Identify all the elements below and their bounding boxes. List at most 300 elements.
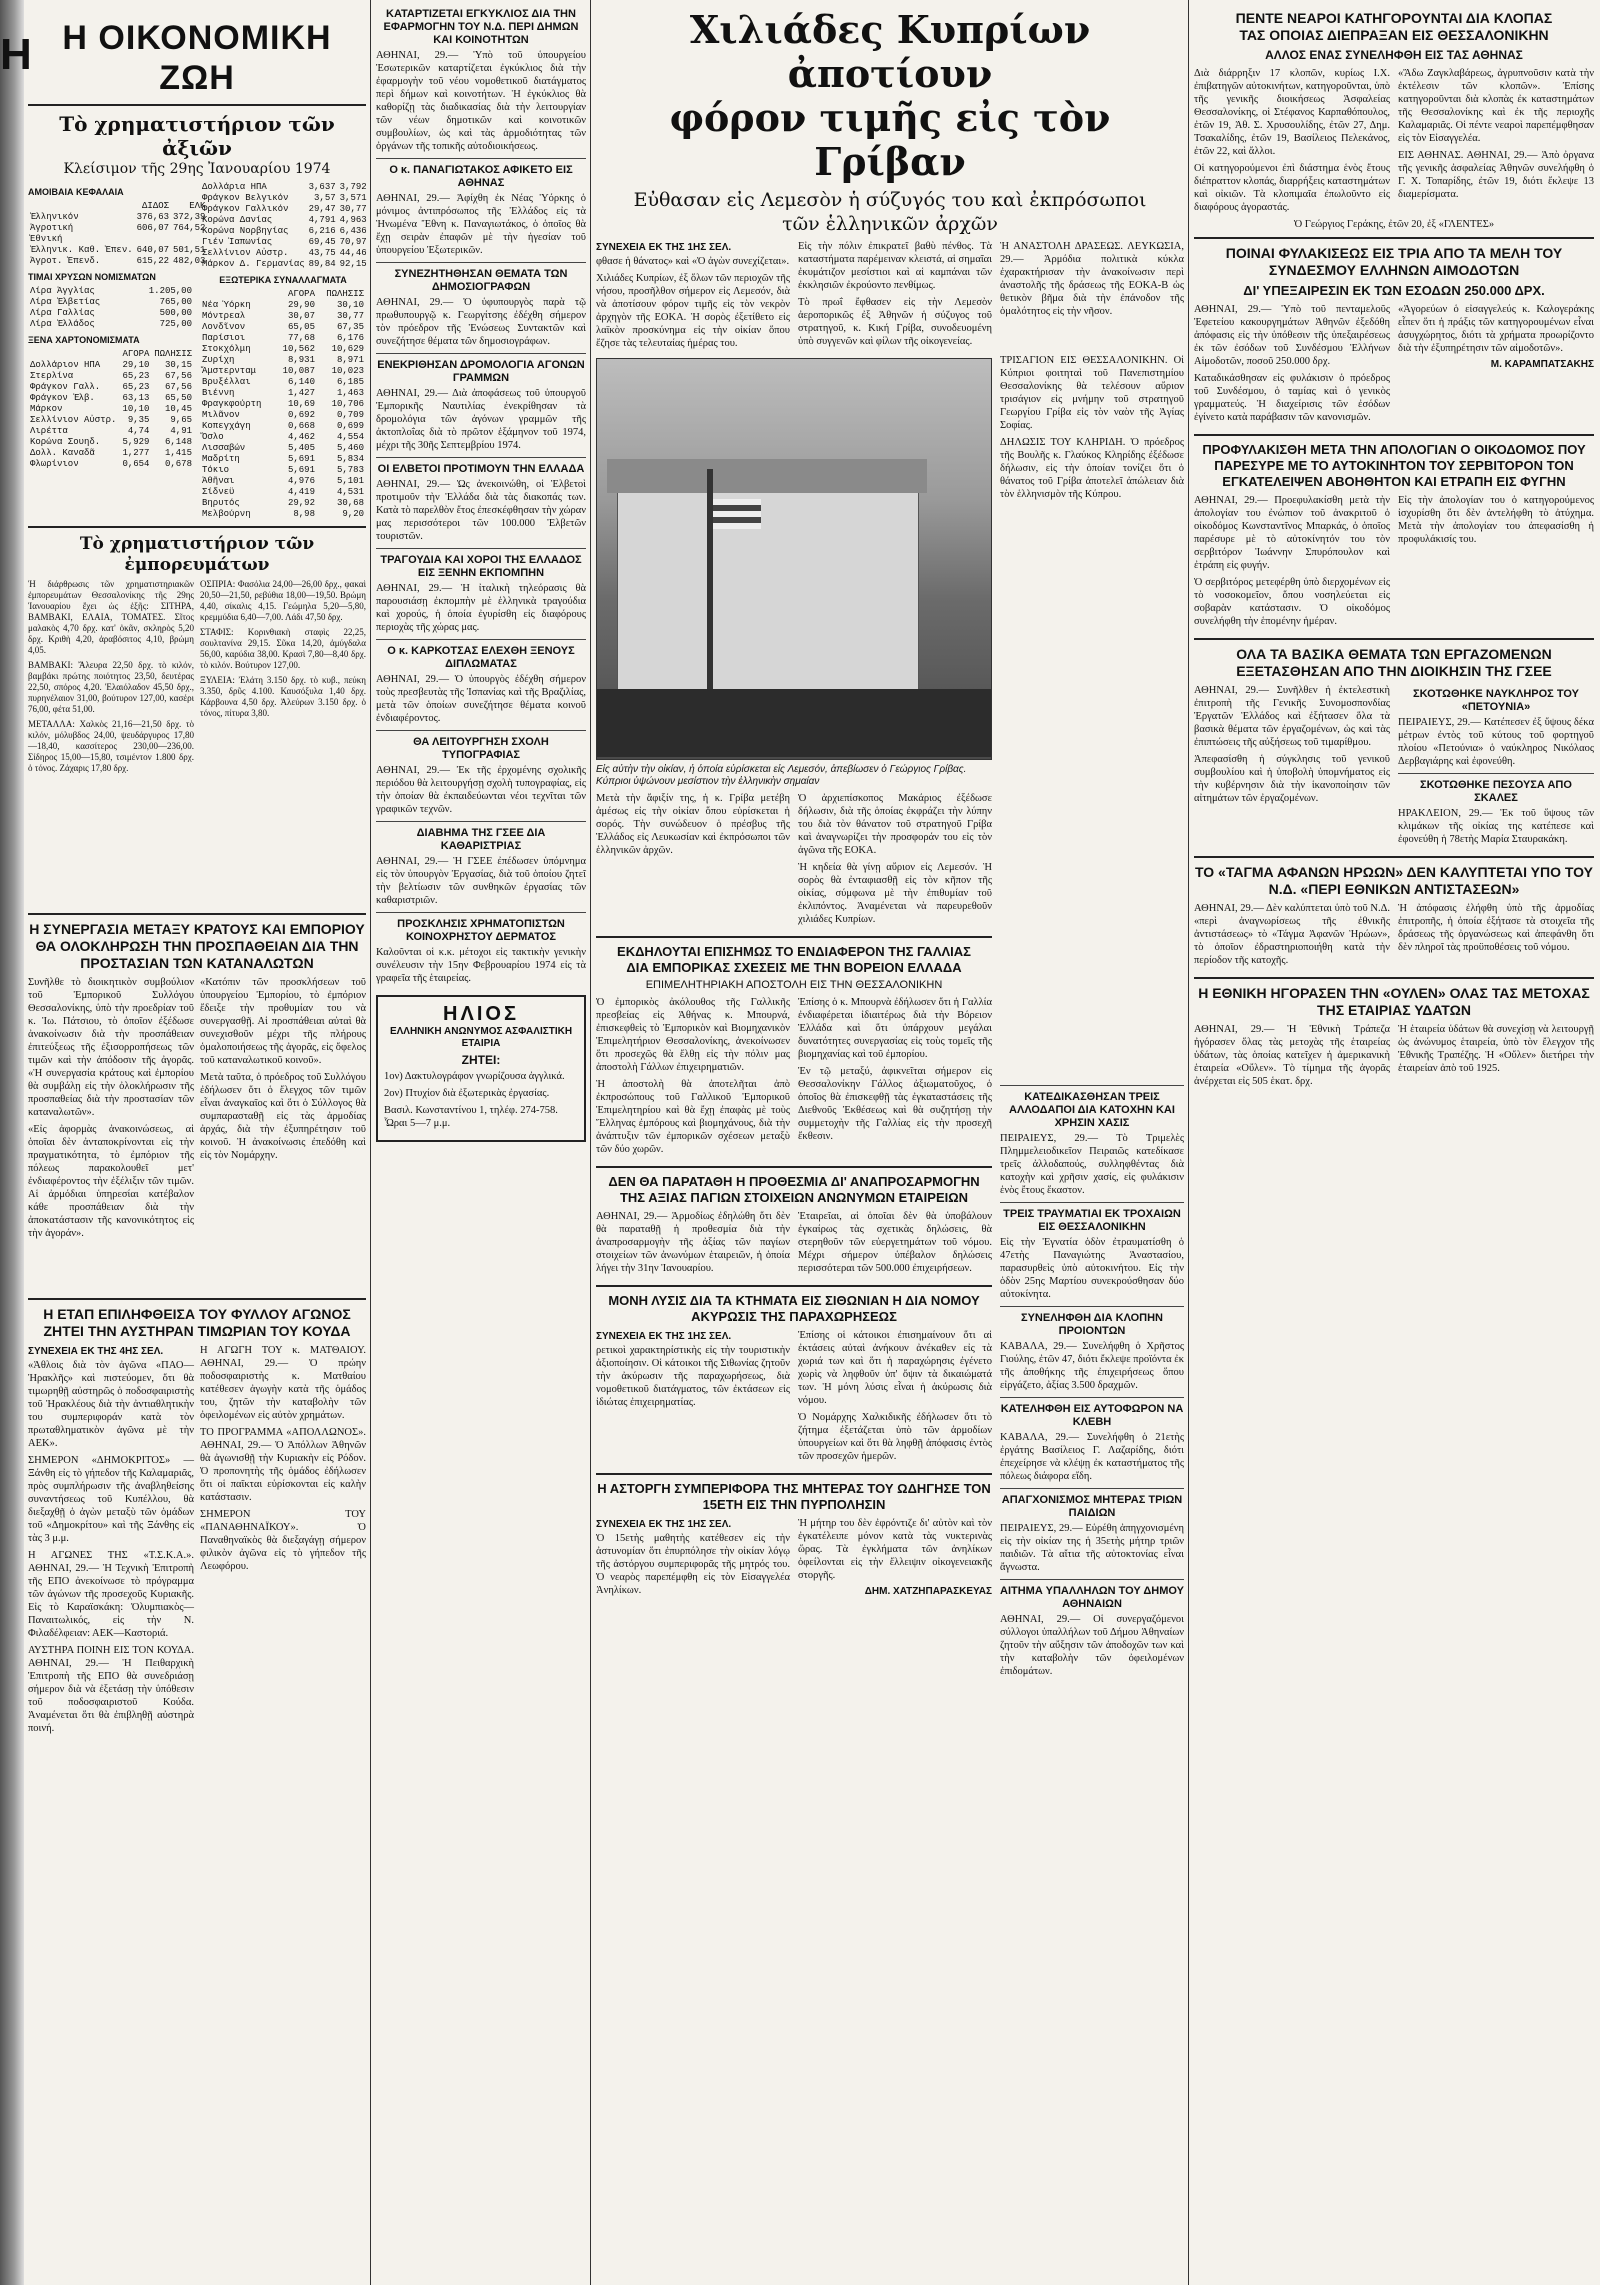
brief-headline: ΚΑΤΕΔΙΚΑΣΘΗΣΑΝ ΤΡΕΙΣ ΑΛΛΟΔΑΠΟΙ ΔΙΑ ΚΑΤΟΧΗΝ ΚΑΙ ΧΡΗΣΙΝ ΧΑΣΙΣ [1009,1091,1175,1129]
table-value-cell: 67,35 [336,322,364,332]
france-headline-2: ΔΙΑ ΕΜΠΟΡΙΚΑΣ ΣΧΕΣΕΙΣ ΜΕ ΤΗΝ ΒΟΡΕΙΟΝ ΕΛΛΑΔΑ [626,960,962,975]
table-label-cell: Δολλάριον ΗΠΑ [30,360,101,370]
brief-headline: ΟΙ ΕΛΒΕΤΟΙ ΠΡΟΤΙΜΟΥΝ ΤΗΝ ΕΛΛΑΔΑ [377,463,585,475]
thieves-text: ΕΙΣ ΑΘΗΝΑΣ. ΑΘΗΝΑΙ, 29.— Ἀπὸ ὀργανα τῆς γενικῆς ἀσφαλείας Ἀθηνῶν συνελήφθη ὁ Γ. Χ. Τοπαρίδης, ἐτῶν 19, διότι ἔκλεψε 13 διαμερίσματα. [1398,150,1594,200]
funeral-house-photo [596,358,992,760]
table-row [200,355,366,366]
prison-text: «Ἀγορεύων ὁ εἰσαγγελεύς κ. Καλογεράκης εἶπεν ὅτι ἡ πράξις τῶν κατηγορουμένων εἶναι ἀσυγχώρητος, διότι τὰ χρήματα προωρίζοντο διὰ τὴν ἐξυπηρέτησιν τῶν αἱμοδοτῶν». [1398,304,1594,354]
table-value-cell: 8,971 [336,355,364,365]
france-subhead: ΕΠΙΜΕΛΗΤΗΡΙΑΚΗ ΑΠΟΣΤΟΛΗ ΕΙΣ ΤΗΝ ΘΕΣΣΑΛΟΝΙΚΗΝ [645,979,943,991]
table-value-cell: 6,140 [287,377,315,387]
table-value-cell: 29,10 [122,360,150,370]
table-label-cell: Μάρκον Δ. Γερμανίας [202,259,305,269]
brief-headline: ΑΙΤΗΜΑ ΥΠΑΛΛΗΛΩΝ ΤΟΥ ΔΗΜΟΥ ΑΘΗΝΑΙΩΝ [1000,1585,1184,1610]
table-value-cell: 1.205,00 [148,286,192,296]
table-value-cell: 3,637 [308,182,336,192]
bonds-table [28,201,207,267]
table-label-cell: Μελβούρνη [202,509,251,519]
table-value-cell: 10,629 [331,344,364,354]
cooperation-text: Μετὰ ταῦτα, ὁ πρόεδρος τοῦ Συλλόγου ἐδήλωσεν ὅτι ὁ ἔλεγχος τῶν τιμῶν εἶναι ἀναγκαῖος καὶ ὅτι ὁ Σύλλογος θὰ συμπαρασταθῇ εἰς τὰς ἀρμοδίας ἀρχάς, διὰ τὴν ἐξυπηρέτησιν τοῦ κοινοῦ. Ἡ ἀνακοίνωσις ἐπεδόθη καὶ εἰς τὸν Νομάρχην. [200,1072,366,1161]
table-label-cell: Στερλίνα [30,371,74,381]
table-value-cell: 44,46 [339,248,367,258]
table-value-cell: 0,709 [336,410,364,420]
mother-text: Ἡ μήτηρ του δὲν ἐφρόντιζε δι' αὐτὸν καὶ τὸν ἐγκατέλειπε μόνον κατὰ τὰς νυκτερινὰς ὥρας. Τὰ ἐγκλήματα τῶν ἀνηλίκων ὀφείλονται εἰς τὴν ἔλλειψιν οἰκογενειακῆς στοργῆς. [798,1518,992,1581]
table-row [200,487,366,498]
table-label-cell: Μαδρίτη [202,454,240,464]
water-text: ΑΘΗΝΑΙ, 29.— Ἡ Ἐθνικὴ Τράπεζα ἠγόρασεν ὅλας τὰς μετοχὰς τῆς ἑταιρείας ὑδάτων, τὰς ὁποίας κατεῖχεν ἡ ἀμερικανικὴ ἑταιρεία «Οὔλεν». Τὸ τίμημα τῆς ἀγορᾶς ἀνέρχεται εἰς 505 ἑκατ. δρχ. [1194,1024,1390,1087]
table-row [200,410,366,421]
brief-headline: ΚΑΤΑΡΤΙΖΕΤΑΙ ΕΓΚΥΚΛΙΟΣ ΔΙΑ ΤΗΝ ΕΦΑΡΜΟΓΗΝ ΤΟΥ Ν.Δ. ΠΕΡΙ ΔΗΜΩΝ ΚΑΙ ΚΟΙΝΟΤΗΤΩΝ [383,8,579,46]
gsee-text: Ἀπεφασίσθη ἡ σύγκλησις τοῦ γενικοῦ συμβουλίου καὶ ἡ ὑποβολὴ ὑπομνήματος εἰς τὴν κυβέρνησιν διὰ τὴν ἱκανοποίησιν τῶν αἰτημάτων τῶν ἐργαζομένων. [1194,754,1390,804]
table-row [28,245,207,256]
tagma-text: Ἡ ἀπόφασις ἐλήφθη ὑπὸ τῆς ἀρμοδίας ἐπιτροπῆς, ἡ ὁποία ἐξήτασε τὰ στοιχεῖα τῆς δράσεως τῆς ὀργανώσεως καὶ ἀπεφάνθη ὅτι δὲν πληροῖ τὰς προϋποθέσεις τοῦ νόμου. [1398,903,1594,953]
table-value-cell: 764,52 [173,223,206,233]
table-value-cell: 89,84 [308,259,336,269]
table-value-cell: 65,23 [122,382,150,392]
extension-text: Ἑταιρεῖαι, αἱ ὁποῖαι δὲν θὰ ὑποβάλουν ἐγκαίρως τὰς σχετικὰς δηλώσεις, θὰ στερηθοῦν τῶν εὐεργετημάτων τοῦ νόμου. Μέχρι σήμερον ὑπέβαλον δηλώσεις περισσότεραι τῶν 500.000 ἐπιχειρήσεων. [798,1211,992,1274]
table-value-cell: 30,10 [336,300,364,310]
etap-text: ΑΥΣΤΗΡΑ ΠΟΙΝΗ ΕΙΣ ΤΟΝ ΚΟΥΔΑ. ΑΘΗΝΑΙ, 29.— Ἡ Πειθαρχικὴ Ἐπιτροπὴ τῆς ΕΠΟ θὰ συνεδριάσῃ σήμερον διὰ νὰ ἐξετάσῃ τὴν ὑπόθεσιν τοῦ ποδοσφαιριστοῦ Κούδα. Ἀναμένεται ὅτι θὰ ἐπιβληθῇ αὐστηρὰ ποινή. [28,1645,194,1734]
brief-headline: ΔΙΑΒΗΜΑ ΤΗΣ ΓΣΕΕ ΔΙΑ ΚΑΘΑΡΙΣΤΡΙΑΣ [416,827,546,852]
brief-headline: ΑΠΑΓΧΟΝΙΣΜΟΣ ΜΗΤΕΡΑΣ ΤΡΙΩΝ ΠΑΙΔΙΩΝ [1001,1494,1183,1519]
stairs-text: ΗΡΑΚΛΕΙΟΝ, 29.— Ἐκ τοῦ ὕψους τῶν κλιμάκων τῆς οἰκίας της κατέπεσε καὶ ἐφονεύθη ἡ 78ετὴς Μαρία Σταυρακάκη. [1398,808,1594,845]
france-text: Ἐν τῷ μεταξύ, ἀφικνεῖται σήμερον εἰς Θεσσαλονίκην Γάλλος ἀξιωματοῦχος, ὁ ὁποῖος θὰ ἐπισκεφθῇ τὰς ἐγκαταστάσεις τῆς Διεθνοῦς Ἐκθέσεως καὶ θὰ συζητήσῃ τὴν συμμετοχὴν τῆς Γαλλίας εἰς τὴν προσεχῆ ἔκθεσιν. [798,1066,992,1142]
table-row [200,443,366,454]
extension-headline: ΔΕΝ ΘΑ ΠΑΡΑΤΑΘΗ Η ΠΡΟΘΕΣΜΙΑ ΔΙ' ΑΝΑΠΡΟΣΑΡΜΟΓΗΝ ΤΗΣ ΑΞΙΑΣ ΠΑΓΙΩΝ ΣΤΟΙΧΕΙΩΝ ΑΝΩΝΥΜΩΝ ΕΤΑΙΡΕΙΩΝ [608,1174,980,1205]
table-value-cell: 765,00 [159,297,192,307]
table-label-cell: Ἑλληνικόν [30,212,79,222]
sithonia-text: Ἐπίσης οἱ κάτοικοι ἐπισημαίνουν ὅτι αἱ ἐκτάσεις αὐταὶ ἀνήκουν ἀνέκαθεν εἰς τὰ χωριά των καὶ ὅτι ἡ παραχώρησις ἐγένετο χωρὶς νὰ ληφθοῦν ὑπ' ὄψιν τὰ δικαιώματά των. Ἡ μόνη λύσις εἶναι ἡ ἀκύρωσις διὰ νόμου. [798,1330,992,1406]
brief-text: ΑΘΗΝΑΙ, 29.— Ὡς ἀνεκοινώθη, οἱ Ἑλβετοὶ προτιμοῦν τὴν Ἑλλάδα διὰ τὰς διακοπάς των. Κατὰ τὸ παρελθὸν ἔτος ἐπεσκέφθησαν τὴν χώραν μας περισσότεροι τῶν 100.000 Ἑλβετῶν τουριστῶν. [376,479,586,542]
table-value-cell: ΕΛΚ [189,201,206,211]
table-row [200,226,369,237]
table-label-cell: Φράγκον Γαλλ. [30,382,101,392]
table-value-cell: 30,77 [339,204,367,214]
table-value-cell: 3,571 [339,193,367,203]
table-value-cell: ΠΩΛΗΣΙΣ [154,349,192,359]
table-value-cell: 4,74 [127,426,150,436]
cyprus-text: Μετὰ τὴν ἄφιξίν της, ἡ κ. Γρίβα μετέβη ἀμέσως εἰς τὴν οἰκίαν ὅπου εὑρίσκεται ἡ σορός. Τὴν συνώδευον ὁ πρέσβυς τῆς Ἑλλάδος εἰς Λευκωσίαν καὶ ἐκπρόσωποι τῶν ἑλληνικῶν ἀρχῶν. [596,793,790,856]
brief-text: ΑΘΗΝΑΙ, 29.— Ἀφίχθη ἐκ Νέας Ὑόρκης ὁ μόνιμος ἀντιπρόσωπος τῆς Ἑλλάδος εἰς τὰ Ἡνωμένα Ἔθνη κ. Παναγιωτάκος, ὁ ὁποῖος θὰ ἔχῃ σειρὰν ἐπαφῶν μὲ τὴν ἡγεσίαν τοῦ ὑπουργείου Ἐξωτερικῶν. [376,193,586,256]
table-row [200,388,366,399]
table-value-cell: 63,13 [122,393,150,403]
brief-headline: Ο κ. ΚΑΡΚΟΤΣΑΣ ΕΛΕΧΘΗ ΞΕΝΟΥΣ ΔΙΠΛΩΜΑΤΑΣ [387,645,575,670]
table-label-cell [28,201,135,212]
table-value-cell: 4,531 [336,487,364,497]
table-value-cell: 30,15 [164,360,192,370]
notice-text: Καλοῦνται οἱ κ.κ. μέτοχοι εἰς τακτικὴν γενικὴν συνέλευσιν τὴν 15ην Φεβρουαρίου 1974 εἰς τὰ γραφεῖα τῆς ἑταιρείας. [376,947,586,984]
table-value-cell: 0,692 [287,410,315,420]
table-value-cell: ΠΩΛΗΣΙΣ [326,289,364,299]
table-header-row [28,201,207,212]
table-row [28,319,194,330]
brief-text: ΠΕΙΡΑΙΕΥΣ, 29.— Τὸ Τριμελὲς Πλημμελειοδικεῖον Πειραιῶς κατεδίκασε τρεῖς ἀλλοδαπούς, συλληφθέντας διὰ κατοχὴν καὶ χρῆσιν χασίς, εἰς φυλάκισιν ἑνὸς ἔτους ἕκαστον. [1000,1133,1184,1196]
table-label-cell: Γιέν Ἰαπωνίας [202,237,273,247]
table-label-cell: Λίρα Ἑλβετίας [30,297,101,307]
thieves-subhead: ΑΛΛΟΣ ΕΝΑΣ ΣΥΝΕΛΗΦΘΗ ΕΙΣ ΤΑΣ ΑΘΗΝΑΣ [1265,48,1523,62]
table-value-cell: 3,57 [314,193,336,203]
table-row [28,297,194,308]
table-row [200,248,369,259]
brief-text: ΚΑΒΑΛΑ, 29.— Συνελήφθη ὁ Χρῆστος Γιούλης, ἐτῶν 47, διότι ἔκλεψε προϊόντα ἐκ τῆς ἀποθήκης τῆς ἐπιχειρήσεως ὅπου εἰργάζετο, ἀξίας 3.500 δραχμῶν. [1000,1341,1184,1391]
table-value-cell: 615,22 [136,256,170,266]
table-value-cell: 9,35 [127,415,150,425]
table-label-cell: Ἄμστερνταμ [202,366,257,376]
prison-text: ΑΘΗΝΑΙ, 29.— Ὑπὸ τοῦ πενταμελοῦς Ἐφετείου κακουργημάτων Ἀθηνῶν ἐξεδόθη ἀπόφασις εἰς τὴν ὑπόθεσιν τῆς ὑπεξαιρέσεως ἐκ τῶν ἐσόδων τοῦ Συνδέσμου Ἑλλήνων Αἱμοδοτῶν, ποσοῦ 250.000 δρχ. [1194,304,1390,367]
table-label-cell: Κορώνα Δανίας [202,215,273,225]
table-value-cell: 8,98 [293,509,315,519]
cooperation-text: «Εἰς ἀφορμὰς ἀνακοινώσεως, αἱ ὁποῖαι δὲν ἀνταποκρίνονται εἰς τὴν πραγματικότητα, τὸ ἐμπόριον τῆς πόλεως παρακολουθεῖ μετ' ἐνδιαφέροντος τὴν ἐξέλιξιν τῶν τιμῶν. Αἱ ἀρμόδιαι ὑπηρεσίαι κατέβαλον κάθε προσπάθειαν διὰ τὴν ἀποκατάστασιν τῆς κανονικότητος εἰς τὴν ἀγοράν». [28,1124,194,1239]
table-label-cell: Κοπεγχάγη [202,421,251,431]
cyprus-text: Τὸ πρωΐ ἔφθασεν εἰς τὴν Λεμεσὸν ἀεροπορικῶς ἐξ Ἀθηνῶν ἡ σύζυγος τοῦ στρατηγοῦ, κ. Κική Γρίβα, συνοδευομένη ὑπὸ συγγενῶν καὶ φίλων τῆς οἰκογενείας. [798,297,992,347]
table-value-cell: 5,405 [287,443,315,453]
table-label-cell: Λονδῖνον [202,322,246,332]
table-label-cell: Στοκχόλμη [202,344,251,354]
table-value-cell: 65,23 [122,371,150,381]
table-label-cell: Κορώνα Νορβηγίας [202,226,289,236]
cooperation-text: «Κατόπιν τῶν προσκλήσεων τοῦ ὑπουργείου Ἐμπορίου, τὸ ἐμπόριον ἔδειξε τὴν προθυμίαν του νὰ συνεργασθῇ. Αἱ προσπάθειαι αὐταὶ θὰ συνεχισθοῦν μέχρι τῆς πλήρους ὁμαλοποιήσεως τῆς ἀγορᾶς, εἰς ὄφελος τοῦ καταναλωτικοῦ κοινοῦ». [200,977,366,1066]
table-value-cell: 9,20 [342,509,364,519]
table-value-cell: 10,45 [164,404,192,414]
ad-title: ΗΛΙΟΣ [443,1003,519,1025]
thieves-text: Οἱ κατηγορούμενοι ἐπὶ διάστημα ἑνὸς ἔτους διέπραττον κλοπάς, διαρρήξεις καταστημάτων καὶ οἰκιῶν. Τὰ κλοπιμαῖα ἐπωλοῦντο εἰς διαφόρους ἀγοραστάς. [1194,163,1390,213]
table-label-cell: Σελλίνιον Αὐστρ. [30,415,117,425]
table-value-cell: 640,07 [136,245,170,255]
table-row [28,223,207,234]
table-value-cell: 10,69 [287,399,315,409]
cyprus-headline-2: φόρον τιμῆς εἰς τὸν Γρίβαν [669,95,1111,184]
brief-text: ΑΘΗΝΑΙ, 29.— Ὁ ὑφυπουργὸς παρὰ τῷ πρωθυπουργῷ κ. Γεωργίτσης ἐδέχθη σήμερον τὸν πρόεδρον τῆς Ἑνώσεως Συντακτῶν καὶ συνεζήτησε θέματα τῶν δημοσιογράφων. [376,297,586,347]
france-text: Ἡ ἀποστολὴ θὰ ἀποτελῆται ἀπὸ ἐκπροσώπους τοῦ Γαλλικοῦ Ἐμπορικοῦ Ἐπιμελητηρίου καὶ θὰ ἔχῃ ἐπαφὰς μὲ τοὺς Ἕλληνας ἐμπόρους καὶ βιομηχάνους, διὰ τὴν ἀνάπτυξιν τῶν ἐμπορικῶν σχέσεων μεταξὺ τῶν δύο χωρῶν. [596,1079,790,1155]
table-value-cell: 10,562 [282,344,315,354]
table-value-cell: 30,68 [336,498,364,508]
table-value-cell: 1,427 [287,388,315,398]
table-row [28,459,194,470]
table-row [28,415,194,426]
table-value-cell: 6,185 [336,377,364,387]
cyprus-text: Εἰς τὴν πόλιν ἐπικρατεῖ βαθὺ πένθος. Τὰ καταστήματα παρέμειναν κλειστά, αἱ σημαῖαι ἐκυμάτιζον μεσίστιοι καὶ αἱ καμπάναι τῶν ἐκκλησιῶν ἐκρούοντο πενθίμως. [798,241,992,291]
sithonia-headline: ΜΟΝΗ ΛΥΣΙΣ ΔΙΑ ΤΑ ΚΤΗΜΑΤΑ ΕΙΣ ΣΙΘΩΝΙΑΝ Η ΔΙΑ ΝΟΜΟΥ ΑΚΥΡΩΣΙΣ ΤΗΣ ΠΑΡΑΧΩΡΗΣΕΩΣ [608,1293,980,1324]
ad-box [376,995,586,1142]
table-row [28,448,194,459]
brief-text: ΚΑΒΑΛΑ, 29.— Συνελήφθη ὁ 21ετὴς ἐργάτης Βασίλειος Γ. Λαζαρίδης, διότι ἐπεχείρησε νὰ κλέψῃ ἐκ καταστήματος τῆς πόλεως διάφορα εἴδη. [1000,1432,1184,1482]
brief-text: ΑΘΗΝΑΙ, 29.— Διὰ ἀποφάσεως τοῦ ὑπουργοῦ Ἐμπορικῆς Ναυτιλίας ἐνεκρίθησαν τὰ δρομολόγια τῶν ἀγόνων γραμμῶν τῆς ἀκτοπλοΐας διὰ τὸ πρῶτον ἑξάμηνον τοῦ 1974, μέχρι τῆς 30ῆς Σεπτεμβρίου 1974. [376,388,586,451]
table-label-cell: Φραγκφούρτη [202,399,262,409]
table-label-cell: Ζυρίχη [202,355,235,365]
table-value-cell: ΑΓΟΡΑ [287,289,315,299]
table-row [200,182,369,193]
table-value-cell: 77,68 [287,333,315,343]
table-row [28,308,194,319]
cyprus-subhead: Εὐθασαν εἰς Λεμεσὸν ἡ σύζυγός του καὶ ἐκπρόσωποι τῶν ἑλληνικῶν ἀρχῶν [633,189,1147,235]
ad-line: Βασιλ. Κωνσταντίνου 1, τηλέφ. 274-758. Ὧραι 5—7 μ.μ. [384,1105,558,1129]
table-row [28,212,207,223]
table-value-cell: 5,691 [287,454,315,464]
table-row [200,322,366,333]
table-label-cell: Ἀθῆναι [202,476,235,486]
ext-title: ΕΞΩΤΕΡΙΚΑ ΣΥΝΑΛΛΑΓΜΑΤΑ [219,275,347,285]
tagma-text: ΑΘΗΝΑΙ, 29.— Δὲν καλύπτεται ὑπὸ τοῦ Ν.Δ. «περὶ ἀναγνωρίσεως τῆς ἐθνικῆς ἀντιστάσεως» τὸ «Τάγμα Ἀφανῶν Ἡρώων», τὸ ὁποῖον ἐδραστηριοποιήθη κατὰ τὴν περίοδον τῆς κατοχῆς. [1194,903,1390,966]
table-label-cell: Τόκιο [202,465,230,475]
table-value-cell: 6,148 [164,437,192,447]
flag-cloth [713,499,761,529]
table-label-cell: Κορώνα Σουηδ. [30,437,101,447]
table-label-cell: Παρίσιοι [202,333,246,343]
economy-masthead: Η ΟΙΚΟΝΟΜΙΚΗ ΖΩΗ [62,19,332,97]
table-value-cell [135,234,171,245]
tagma-headline: ΤΟ «ΤΑΓΜΑ ΑΦΑΝΩΝ ΗΡΩΩΝ» ΔΕΝ ΚΑΛΥΠΤΕΤΑΙ ΥΠΟ ΤΟΥ Ν.Δ. «ΠΕΡΙ ΕΘΝΙΚΩΝ ΑΝΤΙΣΤΑΣΕΩΝ» [1194,864,1594,897]
ext-table [200,289,366,520]
table-value-cell: 0,668 [287,421,315,431]
custody-text: ΑΘΗΝΑΙ, 29.— Προεφυλακίσθη μετὰ τὴν ἀπολογίαν του ἐνώπιον τοῦ ἀνακριτοῦ ὁ οἰκοδόμος Κωνσταντῖνος Μπαρκάς, ὁ ὁποῖος παρέσυρε μὲ τὸ αὐτοκίνητόν του τὸν σερβιτόρον Ἰωάννην Σπυρόπουλον καὶ ἐτράπη εἰς φυγήν. [1194,495,1390,571]
table-row [200,498,366,509]
thieves-headline-2: ΤΑΣ ΟΠΟΙΑΣ ΔΙΕΠΡΑΞΑΝ ΕΙΣ ΘΕΣΣΑΛΟΝΙΚΗΝ [1239,27,1549,43]
commodities-text: ΟΣΠΡΙΑ: Φασόλια 24,00—26,00 δρχ., φακαὶ 20,50—21,50, ρεβύθια 18,00—19,50. Βρώμη 4,40, σίκαλις 4,15. Γεώμηλα 5,20—5,80, κρεμμύδια 6,40—7,00. Λάδι 47,50 δρχ. [200,579,366,622]
table-label-cell: Μιλᾶνον [202,410,240,420]
table-row [200,300,366,311]
mother-byline: ΔΗΜ. ΧΑΤΖΗΠΑΡΑΣΚΕΥΑΣ [864,1586,992,1597]
table-label-cell: Βηρυτός [202,498,240,508]
table-value-cell: 4,963 [339,215,367,225]
table-row [200,259,369,270]
table-row [200,237,369,248]
cyprus-text: Χιλιάδες Κυπρίων, ἐξ ὅλων τῶν περιοχῶν τῆς νήσου, προσῆλθον σήμερον εἰς Λεμεσόν, διὰ νὰ ἀποτίσουν φόρον τιμῆς εἰς τὸν νεκρὸν ἀρχηγὸν τῆς ΕΟΚΑ. Ἡ σορὸς ἐξετίθετο εἰς λαϊκὸν προσκύνημα εἰς τὴν οἰκίαν ὅπου ἔζησε τὰς τελευταίας ἡμέρας του. [596,273,790,349]
table-row [200,204,369,215]
cyprus-text: Ἡ ΑΝΑΣΤΟΛΗ ΔΡΑΣΕΩΣ. ΛΕΥΚΩΣΙΑ, 29.— Ἀρμόδια πολιτικὰ κύκλα ἐχαρακτήρισαν τὴν ἀνακοίνωσιν περὶ ἀναστολῆς τῆς δράσεως τῆς ΕΟΚΑ-Β ὡς θετικὸν βῆμα διὰ τὴν ἐπάνοδον τῆς ὁμαλότητος εἰς τὴν νῆσον. [1000,241,1184,317]
france-headline-1: ΕΚΔΗΛΟΥΤΑΙ ΕΠΙΣΗΜΩΣ ΤΟ ΕΝΔΙΑΦΕΡΟΝ ΤΗΣ ΓΑΛΛΙΑΣ [617,944,971,959]
table-value-cell: 10,023 [331,366,364,376]
left-tables [28,182,206,520]
table-value-cell: 10,087 [282,366,315,376]
table-value-cell: 5,101 [336,476,364,486]
table-label-cell: Νέα Ὑόρκη [202,300,251,310]
cyprus-text: φθασε ἡ θάνατος» καὶ «Ὁ ἀγὼν συνεχίζεται». [596,256,790,267]
stock-table [200,182,369,270]
etap-text: ΣΗΜΕΡΟΝ «ΔΗΜΟΚΡΙΤΟΣ» — Ξάνθη εἰς τὸ γήπεδον τῆς Καλαμαριᾶς, πρὸς συμπλήρωσιν τῆς ἀναβληθείσης συναντήσεως τοῦ Κυπέλλου, θὰ διεξαχθῇ ὁ ἀγὼν μεταξὺ τῶν ὁμάδων τοῦ «Δημοκρίτου» καὶ τῆς Ξάνθης εἰς τὰς 3 μ.μ. [28,1455,194,1544]
ad-line: 2ον) Πτυχίον διὰ ἐξωτερικὰς ἐργασίας. [384,1088,550,1099]
table-value-cell: 43,75 [308,248,336,258]
water-headline: Η ΕΘΝΙΚΗ ΗΓΟΡΑΣΕΝ ΤΗΝ «ΟΥΛΕΝ» ΟΛΑΣ ΤΑΣ ΜΕΤΟΧΑΣ ΤΗΣ ΕΤΑΙΡΙΑΣ ΥΔΑΤΩΝ [1198,985,1590,1018]
gold-title: ΤΙΜΑΙ ΧΡΥΣΩΝ ΝΟΜΙΣΜΑΤΩΝ [28,272,156,282]
gold-table [28,286,194,330]
table-label-cell: Λιρέττα [30,426,68,436]
france-text: Ὁ ἐμπορικὸς ἀκόλουθος τῆς Γαλλικῆς πρεσβείας εἰς Ἀθήνας κ. Μπουρνά, ἐπισκεφθεὶς τὸ Ἐμπορικὸν καὶ Βιομηχανικὸν Ἐπιμελητήριον Θεσσαλονίκης, ἀνεκοίνωσεν ὅτι προσεχῶς θὰ ἔλθῃ εἰς τὴν πόλιν μας ἀποστολὴ Γάλλων ἐπιχειρηματιῶν. [596,997,790,1073]
table-value-cell: 4,554 [336,432,364,442]
table-row [200,465,366,476]
table-value-cell: 725,00 [159,319,192,329]
prison-headline: ΠΟΙΝΑΙ ΦΥΛΑΚΙΣΕΩΣ ΕΙΣ ΤΡΙΑ ΑΠΟ ΤΑ ΜΕΛΗ ΤΟΥ ΣΥΝΔΕΣΜΟΥ ΕΛΛΗΝΩΝ ΑΙΜΟΔΟΤΩΝ [1225,245,1563,278]
table-value-cell: 30,07 [287,311,315,321]
prison-text: Καταδικάσθησαν εἰς φυλάκισιν ὁ πρόεδρος τοῦ Συνδέσμου, ὁ ταμίας καὶ ὁ γενικὸς γραμματεύς. Ἡ διαχείρισις τῶν ἐσόδων ἐγίνετο κατὰ παράβασιν τῶν κανονισμῶν. [1194,373,1390,423]
brief-headline: ΣΥΝΕΛΗΦΘΗ ΔΙΑ ΚΛΟΠΗΝ ΠΡΟΙΟΝΤΩΝ [1020,1312,1163,1337]
mother-headline: Η ΑΣΤΟΡΓΗ ΣΥΜΠΕΡΙΦΟΡΑ ΤΗΣ ΜΗΤΕΡΑΣ ΤΟΥ ΩΔΗΓΗΣΕ ΤΟΝ 15ΕΤΗ ΕΙΣ ΤΗΝ ΠΥΡΠΟΛΗΣΙΝ [597,1481,991,1512]
table-value-cell: 65,05 [287,322,315,332]
table-value-cell: 372,39 [173,212,206,222]
table-value-cell: 606,07 [136,223,170,233]
table-row [200,333,366,344]
commodities-text: ΞΥΛΕΙΑ: Ἐλάτη 3.150 δρχ. τὸ κυβ., πεύκη 3.350, δρῦς 4.100. Καυσόξυλα 1,40 δρχ. Κάρβουνα 4,50 δρχ. Ἀλεύρων 3.150 δρχ. ὁ τόνος, πίτυρα 3,80. [200,675,366,718]
table-label-cell: Μάρκον [30,404,63,414]
edge-strip [0,0,32,2285]
table-row [28,360,194,371]
table-value-cell: 376,63 [136,212,170,222]
table-value-cell: 1,463 [336,388,364,398]
table-value-cell: 92,15 [339,259,367,269]
table-header-row [200,289,366,300]
table-value-cell: 29,90 [287,300,315,310]
table-value-cell: 6,176 [336,333,364,343]
gsee-headline: ΟΛΑ ΤΑ ΒΑΣΙΚΑ ΘΕΜΑΤΑ ΤΩΝ ΕΡΓΑΖΟΜΕΝΩΝ ΕΞΕΤΑΣΘΗΣΑΝ ΑΠΟ ΤΗΝ ΔΙΟΙΚΗΣΙΝ ΤΗΣ ΓΣΕΕ [1236,646,1552,679]
table-row [200,311,366,322]
bonds-title: ΑΜΟΙΒΑΙΑ ΚΕΦΑΛΑΙΑ [28,187,124,197]
commodities-text: ΒΑΜΒΑΚΙ: Ἄλευρα 22,50 δρχ. τὸ κιλόν, βαμβάκι πρώτης ποιότητος 23,50, δευτέρας 22,50, σπόρος 4,20. Ἐλαιόλαδον 45,50 δρχ., πυρηνέλαιον 31,00, βούτυρον 127,00, κασέρι 76,00, φέτα 51,00. [28,660,194,714]
table-label-cell: Λίρα Γαλλίας [30,308,95,318]
table-value-cell: 4,419 [287,487,315,497]
table-label-cell: Σελλίνιον Αὐστρ. [202,248,289,258]
table-row [200,377,366,388]
brief-headline: ΕΝΕΚΡΙΘΗΣΑΝ ΔΡΟΜΟΛΟΓΙΑ ΑΓΟΝΩΝ ΓΡΑΜΜΩΝ [377,359,585,384]
etap-headline: Η ΕΤΑΠ ΕΠΙΛΗΦΘΕΙΣΑ ΤΟΥ ΦΥΛΛΟΥ ΑΓΩΝΟΣ ΖΗΤΕΙ ΤΗΝ ΑΥΣΤΗΡΑΝ ΤΙΜΩΡΙΑΝ ΤΟΥ ΚΟΥΔΑ [43,1306,351,1339]
table-value-cell: 0,678 [164,459,192,469]
table-value-cell: 9,65 [170,415,192,425]
table-value-cell: 482,03 [173,256,206,266]
table-value-cell: 5,691 [287,465,315,475]
table-row [200,366,366,377]
etap-text: Η ΑΓΩΓΗ ΤΟΥ κ. ΜΑΤΘΑΙΟΥ. ΑΘΗΝΑΙ, 29.— Ὁ πρώην ποδοσφαιριστὴς κ. Ματθαίου κατέθεσεν ἀγωγὴν κατὰ τῆς ὁμάδος του, ζητῶν τὴν καταβολὴν τῶν ὀφειλομένων εἰς αὐτὸν χρημάτων. [200,1345,366,1421]
brief-text: Εἰς τὴν Ἐγνατία ὁδὸν ἐτραυματίσθη ὁ 47ετὴς Παναγιώτης Ἀναστασίου, παρασυρθεὶς ὑπὸ αὐτοκινήτου. Εἰς τὴν ὁδὸν 25ης Μαρτίου συνεκρούσθησαν δύο αὐτοκίνητα. [1000,1237,1184,1300]
stairs-headline: ΣΚΟΤΩΘΗΚΕ ΠΕΣΟΥΣΑ ΑΠΟ ΣΚΑΛΕΣ [1420,779,1572,804]
right-column [1194,0,1594,2285]
table-value-cell: 30,77 [336,311,364,321]
right-tables [200,182,366,520]
table-label-cell: Ἐθνική [30,234,63,244]
table-label-cell: Λίρα Ἀγγλίας [30,286,95,296]
closing-date: Κλείσιμον τῆς 29ης Ἰανουαρίου 1974 [63,161,331,177]
brief-text: ΠΕΙΡΑΙΕΥΣ, 29.— Εὑρέθη ἀπηγχονισμένη εἰς τὴν οἰκίαν της ἡ 35ετὴς μήτηρ τριῶν παιδιῶν. Τὰ αἴτια τῆς αὐτοκτονίας εἶναι ἄγνωστα. [1000,1523,1184,1573]
house-shape [617,489,919,691]
ad-seek: ΖΗΤΕΙ: [461,1053,501,1067]
brief-text: ΑΘΗΝΑΙ, 29.— Οἱ συνεργαζόμενοι σύλλογοι ὑπαλλήλων τοῦ Δήμου Ἀθηναίων ζητοῦν τὴν αὔξησιν τῶν ἀποδοχῶν των καὶ τὴν καταβολὴν τῶν ὀφειλομένων ἐπιδομάτων. [1000,1614,1184,1677]
stocks-subhead: Τὸ χρηματιστήριον τῶν ἀξιῶν [59,112,335,160]
table-value-cell: 67,56 [164,371,192,381]
table-label-cell: Φράγκον Γαλλικόν [202,204,289,214]
brief-headline: ΤΡΕΙΣ ΤΡΑΥΜΑΤΙΑΙ ΕΚ ΤΡΟΧΑΙΩΝ ΕΙΣ ΘΕΣΣΑΛΟΝΙΚΗΝ [1003,1208,1181,1233]
table-value-cell: 6,436 [339,226,367,236]
table-row [200,399,366,410]
edge-letter: Η [0,30,32,79]
custody-headline: ΠΡΟΦΥΛΑΚΙΣΘΗ ΜΕΤΑ ΤΗΝ ΑΠΟΛΟΓΙΑΝ Ο ΟΙΚΟΔΟΜΟΣ ΠΟΥ ΠΑΡΕΣΥΡΕ ΜΕ ΤΟ ΑΥΤΟΚΙΝΗΤΟΝ ΤΟΥ ΣΕΡΒΙΤΟΡΟΝ ΤΟΝ ΕΓΚΑΤΕΛΕΙΨΕΝ ΑΒΟΗΘΗΤΟΝ ΚΑΙ ΕΤΡΑΠΗ ΕΙΣ ΦΥΓΗΝ [1202,442,1586,489]
brief-headline: Ο κ. ΠΑΝΑΓΙΩΤΑΚΟΣ ΑΦΙΚΕΤΟ ΕΙΣ ΑΘΗΝΑΣ [389,164,573,189]
table-value-cell: 67,56 [164,382,192,392]
brief-text: ΑΘΗΝΑΙ, 29.— Ἡ ΓΣΕΕ ἐπέδωσεν ὑπόμνημα εἰς τὸν ὑπουργὸν Ἐργασίας, διὰ τοῦ ὁποίου ζητεῖ τὴν βελτίωσιν τῶν συνθηκῶν ἐργασίας τῶν καθαριστριῶν. [376,856,586,906]
thieves-byline: Ὁ Γεώργιος Γεράκης, ἐτῶν 20, ἐξ «ΓΛΕΝΤΕΣ» [1293,219,1495,230]
france-text: Ἐπίσης ὁ κ. Μπουρνὰ ἐδήλωσεν ὅτι ἡ Γαλλία ἐνδιαφέρεται ἰδιαιτέρως διὰ τὴν Βόρειον Ἑλλάδα καὶ ὅτι ὑπάρχουν μεγάλαι δυνατότητες συνεργασίας εἰς τοὺς τομεῖς τῆς βιομηχανίας καὶ τοῦ ἐμπορίου. [798,997,992,1060]
sithonia-text: Ὁ Νομάρχης Χαλκιδικῆς ἐδήλωσεν ὅτι τὸ ζήτημα ἐξετάζεται ὑπὸ τῶν ἀρμοδίων ὑπουργείων καὶ ὅτι θὰ ληφθῇ ἀπόφασις ἐντὸς τῶν προσεχῶν ἡμερῶν. [798,1412,992,1462]
table-row [200,421,366,432]
table-value-cell: 65,50 [164,393,192,403]
table-row [200,454,366,465]
sailor-headline: ΣΚΟΤΩΘΗΚΕ ΝΑΥΚΛΗΡΟΣ ΤΟΥ «ΠΕΤΟΥΝΙΑ» [1413,688,1579,713]
cooperation-headline: Η ΣΥΝΕΡΓΑΣΙΑ ΜΕΤΑΞΥ ΚΡΑΤΟΥΣ ΚΑΙ ΕΜΠΟΡΙΟΥ ΘΑ ΟΛΟΚΛΗΡΩΣΗ ΤΗΝ ΠΡΟΣΠΑΘΕΙΑΝ ΔΙΑ ΤΗΝ ΠΡΟΣΤΑΣΙΑΝ ΤΩΝ ΚΑΤΑΝΑΛΩΤΩΝ [29,921,365,971]
table-value-cell: 29,92 [287,498,315,508]
table-label-cell: Βρυξέλλαι [202,377,251,387]
table-value-cell: 70,97 [339,237,367,247]
table-value-cell: 29,47 [308,204,336,214]
brief-headline: ΣΥΝΕΖΗΤΗΘΗΣΑΝ ΘΕΜΑΤΑ ΤΩΝ ΔΗΜΟΣΙΟΓΡΑΦΩΝ [394,268,568,293]
sailor-text: ΠΕΙΡΑΙΕΥΣ, 29.— Κατέπεσεν ἐξ ὕψους δέκα μέτρων ἐντὸς τοῦ κύτους τοῦ φορτηγοῦ πλοίου «Πετούνια» ὁ ναύκληρος Νικόλαος Δερβαγιάρης καὶ ἐφονεύθη. [1398,717,1594,767]
thieves-text: «Ἄδω Ζαγκλαβάρεως, ἀγρυπνοῦσιν κατὰ τὴν ἐκτέλεσιν τῶν κλοπῶν». Ἐπίσης κατηγοροῦνται διὰ κλοπὰς ἐκ καταστημάτων τῆς Θεσσαλονίκης καὶ ἐκ τῆς περιοχῆς Καλαμαριᾶς. Οἱ πέντε νεαροὶ παρεπέμφθησαν εἰς τὸν Εἰσαγγελέα. [1398,68,1594,144]
table-label-cell: Φράγκον Ἑλβ. [30,393,95,403]
etap-text: ΤΟ ΠΡΟΓΡΑΜΜΑ «ΑΠΟΛΛΩΝΟΣ». ΑΘΗΝΑΙ, 29.— Ὁ Ἀπόλλων Ἀθηνῶν θὰ ἀγωνισθῇ τὴν Κυριακὴν εἰς Ρόδον. Ὁ προπονητὴς τῆς ὁμάδος ἐδήλωσεν ὅτι οἱ παῖκται εὑρίσκονται εἰς καλὴν κατάστασιν. [200,1427,366,1503]
thieves-headline-1: ΠΕΝΤΕ ΝΕΑΡΟΙ ΚΑΤΗΓΟΡΟΥΝΤΑΙ ΔΙΑ ΚΛΟΠΑΣ [1235,10,1553,26]
main-column [596,0,1184,2285]
table-label-cell: Βιέννη [202,388,235,398]
fx-title: ΞΕΝΑ ΧΑΡΤΟΝΟΜΙΣΜΑΤΑ [28,335,140,345]
table-value-cell: 500,00 [159,308,192,318]
brief-text: ΑΘΗΝΑΙ, 29.— Ἐκ τῆς ἐρχομένης σχολικῆς περιόδου θὰ λειτουργήσῃ σχολὴ τυπογραφίας, εἰς τὴν ὁποίαν θὰ ἐκπαιδεύωνται νέοι τεχνῖται τῶν γραφικῶν τεχνῶν. [376,765,586,815]
commodities-title: Τὸ χρηματιστήριον τῶν ἐμπορευμάτων [79,534,315,575]
table-value-cell: 501,51 [173,245,206,255]
table-row [200,344,366,355]
table-label-cell: Σίδνεϋ [202,487,235,497]
fx-table [28,349,194,470]
custody-text: Ὁ σερβιτόρος μετεφέρθη ὑπὸ διερχομένων εἰς τὸ νοσοκομεῖον, ὅπου νοσηλεύεται εἰς σοβαρὰν κατάστασιν. Ὁ οἰκοδόμος συνελήφθη τὴν ἑπομένην ἡμέραν. [1194,577,1390,627]
table-row [28,393,194,404]
table-label-cell [200,289,274,300]
ad-subtitle: ΕΛΛΗΝΙΚΗ ΑΝΩΝΥΜΟΣ ΑΣΦΑΛΙΣΤΙΚΗ ΕΤΑΙΡΙΑ [389,1026,573,1049]
table-row [28,256,207,267]
brief-text: ΑΘΗΝΑΙ, 29.— Ὁ ὑπουργὸς ἐδέχθη σήμερον τοὺς πρεσβευτὰς τῆς Ἰσπανίας καὶ τῆς Βραζιλίας, μετὰ τῶν ὁποίων συνεζήτησε θέματα κοινοῦ ἐνδιαφέροντος. [376,674,586,724]
table-value-cell: 8,931 [287,355,315,365]
table-row [200,476,366,487]
commodities-text: Ἡ διάρθρωσις τῶν χρηματιστηριακῶν ἐμπορευμάτων Θεσσαλονίκης τῆς 29ης Ἰανουαρίου ἔχει ὡς ἑξῆς: ΣΙΤΗΡΑ, ΒΑΜΒΑΚΙ, ΕΛΑΙΑ, ΤΟΜΑΤΕΣ. Σῖτος μαλακὸς 4,70 δρχ. κατ' ὀκᾶν, σκληρὸς 5,20 δρχ. Κριθὴ 4,20, ἀραβόσιτος 4,10, βρώμη 4,05. [28,579,194,655]
table-row [28,404,194,415]
table-label-cell: Ἑλληνικ. Καθ. Ἐπεν. [30,245,133,255]
custody-text: Εἰς τὴν ἀπολογίαν του ὁ κατηγορούμενος ἰσχυρίσθη ὅτι δὲν ἀντελήφθη τὸ ἀτύχημα. Μετὰ τὴν ἀπολογίαν του ἀπεφασίσθη ἡ προφυλάκισίς του. [1398,495,1594,545]
table-value-cell: 10,10 [122,404,150,414]
table-label-cell: Λίρα Ἑλλάδος [30,319,95,329]
table-label-cell: Ἀγροτ. Ἐπενδ. [30,256,101,266]
table-row [28,371,194,382]
etap-contd: ΣΥΝΕΧΕΙΑ ΕΚ ΤΗΣ 4ΗΣ ΣΕΛ. [28,1346,164,1357]
cyprus-headline-1: Χιλιάδες Κυπρίων ἀποτίουν [689,7,1091,96]
table-row [200,215,369,226]
table-value-cell: 4,791 [308,215,336,225]
etap-text: «Ἀθλοις διὰ τὸν ἀγῶνα «ΠΑΟ—Ἠρακλῆς» καὶ πιστεύομεν, ὅτι θὰ τιμωρηθῇ αὐστηρῶς ὁ ποδοσφαιριστὴς τοῦ Ἠρακλέους διὰ τὴν ἀντιαθλητικὴν του συμπεριφοράν κατὰ τὸν πρωταθληματικὸν ἀγῶνα μὲ τὴν ΑΕΚ». [28,1360,194,1449]
extension-text: ΑΘΗΝΑΙ, 29.— Ἀρμοδίως ἐδηλώθη ὅτι δὲν θὰ παραταθῇ ἡ προθεσμία διὰ τὴν ἀναπροσαρμογὴν τῆς ἀξίας τῶν παγίων στοιχείων τῶν ἀνωνύμων ἑταιρειῶν, ἡ ὁποία λήγει τὴν 31ην Ἰανουαρίου. [596,1211,790,1274]
cyprus-contd: ΣΥΝΕΧΕΙΑ ΕΚ ΤΗΣ 1ΗΣ ΣΕΛ. [596,242,732,253]
table-label-cell: Φράγκον Βελγικόν [202,193,289,203]
table-value-cell: 1,277 [122,448,150,458]
cyprus-text: ΔΗΛΩΣΙΣ ΤΟΥ ΚΛΗΡΙΔΗ. Ὁ πρόεδρος τῆς Βουλῆς κ. Γλαύκος Κληρίδης ἐξέδωσε δήλωσιν, εἰς τὴν ὁποίαν τονίζει ὅτι ὁ θάνατος τοῦ Γρίβα ἀποτελεῖ ἀπώλειαν διὰ τὸν ἑλληνισμὸν τῆς Κύπρου. [1000,437,1184,500]
ad-line: 1ον) Δακτυλογράφον γνωρίζουσα ἀγγλικά. [384,1071,565,1082]
table-row [28,382,194,393]
brief-headline: ΤΡΑΓΟΥΔΙΑ ΚΑΙ ΧΟΡΟΙ ΤΗΣ ΕΛΛΑΔΟΣ ΕΙΣ ΞΕΝΗΝ ΕΚΠΟΜΠΗΝ [380,554,582,579]
table-label-cell: Λισσαβών [202,443,246,453]
sithonia-text: ρετικοὶ χαρακτηρίστικὴς εἰς τὴν τουριστικὴν ἀξιοποίησιν. Οἱ κάτοικοι τῆς Σιθωνίας ζητοῦν τὴν ἀκύρωσιν τῆς παραχωρήσεως, διὰ νομοθετικοῦ διατάγματος, τῶν ἐκτάσεων εἰς ἰδιώτας ἐπιχειρηματίας. [596,1345,790,1408]
photo-caption: Εἰς αὐτὴν τὴν οἰκίαν, ἡ ὁποία εὑρίσκεται εἰς Λεμεσόν, ἀπεβίωσεν ὁ Γεώργιος Γρίβας. Κύπριοι ὑψώνουν μεσίστιον τὴν ἑλληνικὴν σημαίαν [596,764,967,787]
gsee-text: ΑΘΗΝΑΙ, 29.— Συνῆλθεν ἡ ἐκτελεστικὴ ἐπιτροπὴ τῆς Γενικῆς Συνομοσπονδίας Ἐργατῶν Ἑλλάδος καὶ ἐξήτασεν ὅλα τὰ βασικὰ θέματα τῶν ἐργαζομένων, ὡς καὶ τὰς ἐπιπτώσεις τῆς αὐξήσεως τοῦ τιμαρίθμου. [1194,685,1390,748]
cyprus-text: ΤΡΙΣΑΓΙΟΝ ΕΙΣ ΘΕΣΣΑΛΟΝΙΚΗΝ. Οἱ Κύπριοι φοιτηταὶ τοῦ Πανεπιστημίου Θεσσαλονίκης θὰ τελέσουν αὔριον τρισάγιον εἰς μνήμην τοῦ στρατηγοῦ Γεωργίου Γρίβα εἰς τὸν ναὸν τῆς Ἁγίας Σοφίας. [1000,355,1184,431]
table-label-cell: Ὄσλο [202,432,224,442]
brief-text: ΑΘΗΝΑΙ, 29.— Ἡ ἰταλικὴ τηλεόρασις θὰ παρουσιάσῃ ἐκπομπὴν μὲ ἑλληνικὰ τραγούδια καὶ χορούς, ἡ ὁποία ἐγυρίσθη εἰς διαφόρους περιοχὰς τῆς χώρας μας. [376,583,586,633]
mother-contd: ΣΥΝΕΧΕΙΑ ΕΚ ΤΗΣ 1ΗΣ ΣΕΛ. [596,1519,732,1530]
sithonia-contd: ΣΥΝΕΧΕΙΑ ΕΚ ΤΗΣ 1ΗΣ ΣΕΛ. [596,1331,732,1342]
brief-text: ΑΘΗΝΑΙ, 29.— Ὑπὸ τοῦ ὑπουργείου Ἐσωτερικῶν καταρτίζεται ἐγκύκλιος διὰ τὴν ἐφαρμογὴν τοῦ νέου νομοθετικοῦ διατάγματος περὶ δήμων καὶ κοινοτήτων. Ἡ ἐγκύκλιος θὰ καθορίζῃ τὰς διαδικασίας διὰ τὴν λειτουργίαν τῶν νέων δημοτικῶν καὶ κοινοτικῶν συμβουλίων, ὡς καὶ τὰς ἁρμοδιότητας τῶν ὀργάνων τῆς τοπικῆς αὐτοδιοικήσεως. [376,50,586,152]
etap-text: Η ΑΓΩΝΕΣ ΤΗΣ «Τ.Σ.Κ.Α.». ΑΘΗΝΑΙ, 29.— Ἡ Τεχνικὴ Ἐπιτροπὴ τῆς ΕΠΟ ἀνεκοίνωσε τὸ πρόγραμμα τῶν ἀγώνων τῆς προσεχοῦς Κυριακῆς. Εἰς τὸ Καραϊσκάκη: Ὀλυμπιακὸς—Παναιτωλικός, εἰς τὴν Ν. Φιλαδέλφειαν: ΑΕΚ—Καστοριά. [28,1550,194,1639]
commodities-text: ΣΤΑΦΙΣ: Κορινθιακὴ σταφὶς 22,25, σουλτανίνα 29,15. Σῦκα 14,20, ἀμύγδαλα 56,00, καρύδια 38,00. Κρασὶ 7,80—8,40 δρχ. τὸ κιλόν. Βούτυρον 127,00. [200,627,366,670]
table-value-cell: 4,462 [287,432,315,442]
